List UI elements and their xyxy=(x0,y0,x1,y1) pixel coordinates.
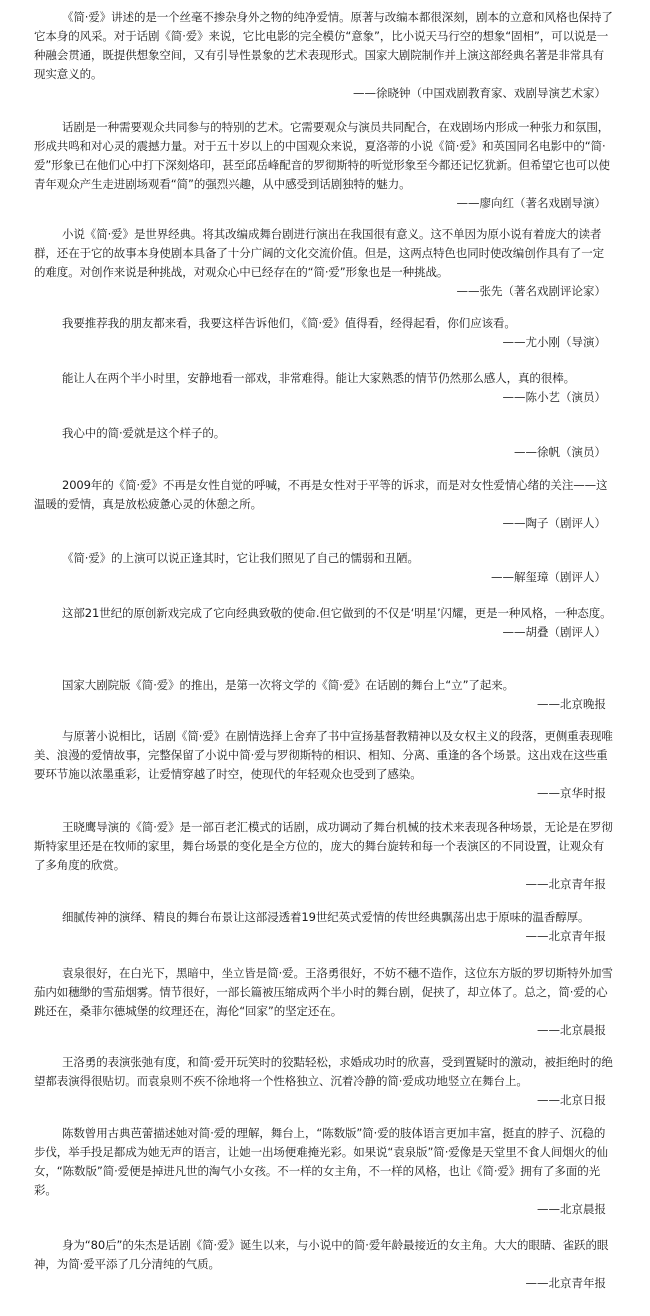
review-text: 国家大剧院版《简·爱》的推出，是第一次将文学的《简·爱》在话剧的舞台上“立”了起来。 xyxy=(62,678,515,692)
review-item xyxy=(34,424,614,462)
review-item xyxy=(34,314,614,352)
review-text: 这部21世纪的原创新戏完成了它向经典致敬的使命.但它做到的不仅是‘明星’闪耀，更是一种风格，一种态度。 xyxy=(62,606,612,620)
review-source: ——北京青年报 xyxy=(525,877,606,891)
review-item xyxy=(34,1124,614,1219)
review-item xyxy=(34,1053,614,1110)
review-source: ——京华时报 xyxy=(537,786,606,800)
review-text: 我要推荐我的朋友都来看，我要这样告诉他们，《简·爱》值得看，经得起看，你们应该看。 xyxy=(62,316,516,330)
review-text: 与原著小说相比，话剧《简·爱》在剧情选择上舍弃了书中宣扬基督教精神以及女权主义的段落，更侧重表现唯美、浪漫的爱情故事，完整保留了小说中简·爱与罗彻斯特的相识、相知、分离、重逢的各个场景。这出戏在这些重要环节施以浓墨重彩，让爱情穿越了时空，使现代的年轻观众也受到了感染。 xyxy=(34,729,613,781)
review-item xyxy=(34,676,614,714)
review-source: ——北京青年报 xyxy=(525,1276,606,1290)
review-text: 能让人在两个半小时里，安静地看一部戏，非常难得。能让大家熟悉的情节仍然那么感人，真的很棒。 xyxy=(62,371,575,385)
review-source: ——尤小刚（导演） xyxy=(502,335,606,349)
review-source: ——张先（著名戏剧评论家） xyxy=(456,284,606,298)
review-item xyxy=(34,549,614,587)
review-text: 我心中的简·爱就是这个样子的。 xyxy=(62,426,226,440)
review-source: ——北京晨报 xyxy=(537,1202,606,1216)
review-item xyxy=(34,1236,614,1293)
review-text: 王洛勇的表演张弛有度，和简·爱开玩笑时的狡黠轻松，求婚成功时的欣喜，受到置疑时的激动，被拒绝时的绝望都表演得很贴切。而袁泉则不疾不徐地将一个性格独立、沉着冷静的简·爱成功地竖立在舞台上。 xyxy=(34,1055,613,1088)
review-source: ——北京青年报 xyxy=(525,929,606,943)
review-source: ——北京晚报 xyxy=(537,697,606,711)
review-source: ——陶子（剧评人） xyxy=(502,516,606,530)
review-item xyxy=(34,604,614,642)
review-item xyxy=(34,908,614,946)
review-item xyxy=(34,118,614,213)
review-text: 身为“80后”的朱杰是话剧《简·爱》诞生以来，与小说中的简·爱年龄最接近的女主角。大大的眼睛、雀跃的眼神，为简·爱平添了几分清纯的气质。 xyxy=(34,1238,609,1271)
review-source: ——徐帆（演员） xyxy=(514,445,606,459)
review-text: 2009年的《简·爱》不再是女性自觉的呼喊，不再是女性对于平等的诉求，而是对女性爱情心绪的关注——这温暖的爱情，真是放松疲惫心灵的休憩之所。 xyxy=(34,478,608,511)
review-source: ——胡叠（剧评人） xyxy=(502,625,606,639)
review-item xyxy=(34,369,614,407)
review-source: ——解玺璋（剧评人） xyxy=(491,570,606,584)
review-item xyxy=(34,225,614,301)
review-item xyxy=(34,818,614,894)
review-text: 《简·爱》的上演可以说正逢其时，它让我们照见了自己的懦弱和丑陋。 xyxy=(62,551,419,565)
review-text: 袁泉很好，在白光下，黑暗中，坐立皆是简·爱。王洛勇很好，不妨不穗不造作，这位东方版的罗切斯特外加雪茄内如穗缈的雪茄烟雾。情节很好，一部长篇被压缩成两个半小时的舞台剧，促挟了，却立体了。总之，简·爱的心跳还在，桑菲尔德城堡的纹理还在，海伦“回家”的坚定还在。 xyxy=(34,966,613,1018)
review-source: ——北京日报 xyxy=(537,1093,606,1107)
review-source: ——北京晨报 xyxy=(537,1023,606,1037)
review-text: 《简·爱》讲述的是一个丝毫不掺杂身外之物的纯净爱情。原著与改编本都很深刻，剧本的立意和风格也保持了它本身的风采。对于话剧《简·爱》来说，它比电影的完全模仿“意象”，比小说天马行空的想象“固相”，可以说是一种融会贯通，既提供想象空间，又有引导性景象的艺术表现形式。国家大剧院制作并上演这部经典名著是非常具有现实意义的。 xyxy=(34,10,613,81)
review-text: 小说《简·爱》是世界经典。将其改编成舞台剧进行演出在我国很有意义。这不单因为原小说有着庞大的读者群，还在于它的故事本身使剧本具备了十分广阔的文化交流价值。但是，这两点特色也同时使改编创作具有了一定的难度。对创作来说是种挑战，对观众心中已经存在的“简·爱”形象也是一种挑战。 xyxy=(34,227,604,279)
review-source: ——徐晓钟（中国戏剧教育家、戏剧导演艺术家） xyxy=(353,86,606,100)
review-item xyxy=(34,964,614,1040)
review-text: 话剧是一种需要观众共同参与的特别的艺术。它需要观众与演员共同配合，在戏剧场内形成一种张力和氛围，形成共鸣和对心灵的震撼力量。对于五十岁以上的中国观众来说，夏洛蒂的小说《简·爱》和英国同名电影中的“简·爱”形象已在他们心中打下深刻烙印，甚至邱岳峰配音的罗彻斯特的听觉形象至今都还记忆犹新。但希望它也可以使青年观众产生走进剧场观看“简”的强烈兴趣，从中感受到话剧独特的魅力。 xyxy=(34,120,610,191)
review-text: 陈数曾用古典芭蕾描述她对简·爱的理解，舞台上，“陈数版”简·爱的肢体语言更加丰富，挺直的脖子、沉稳的步伐，举手投足都成为她无声的语言，让她一出场便难掩光彩。如果说“袁泉版”简·爱像是天堂里不食人间烟火的仙女，“陈数版”简·爱便是掉进凡世的淘气小女孩。不一样的女主角，不一样的风格，也让《简·爱》拥有了多面的光彩。 xyxy=(34,1126,608,1197)
review-text: 王晓鹰导演的《简·爱》是一部百老汇模式的话剧，成功调动了舞台机械的技术来表现各种场景，无论是在罗彻斯特家里还是在牧师的家里，舞台场景的变化是全方位的，庞大的舞台旋转和每一个表演区的不同设置，让观众有了多角度的欣赏。 xyxy=(34,820,613,872)
review-item xyxy=(34,727,614,803)
review-item xyxy=(34,476,614,533)
review-item xyxy=(34,8,614,103)
review-source: ——廖向红（著名戏剧导演） xyxy=(456,196,606,210)
review-text: 细腻传神的演绎、精良的舞台布景让这部浸透着19世纪英式爱情的传世经典飘荡出忠于原味的温香醇厚。 xyxy=(62,910,590,924)
review-source: ——陈小艺（演员） xyxy=(502,390,606,404)
